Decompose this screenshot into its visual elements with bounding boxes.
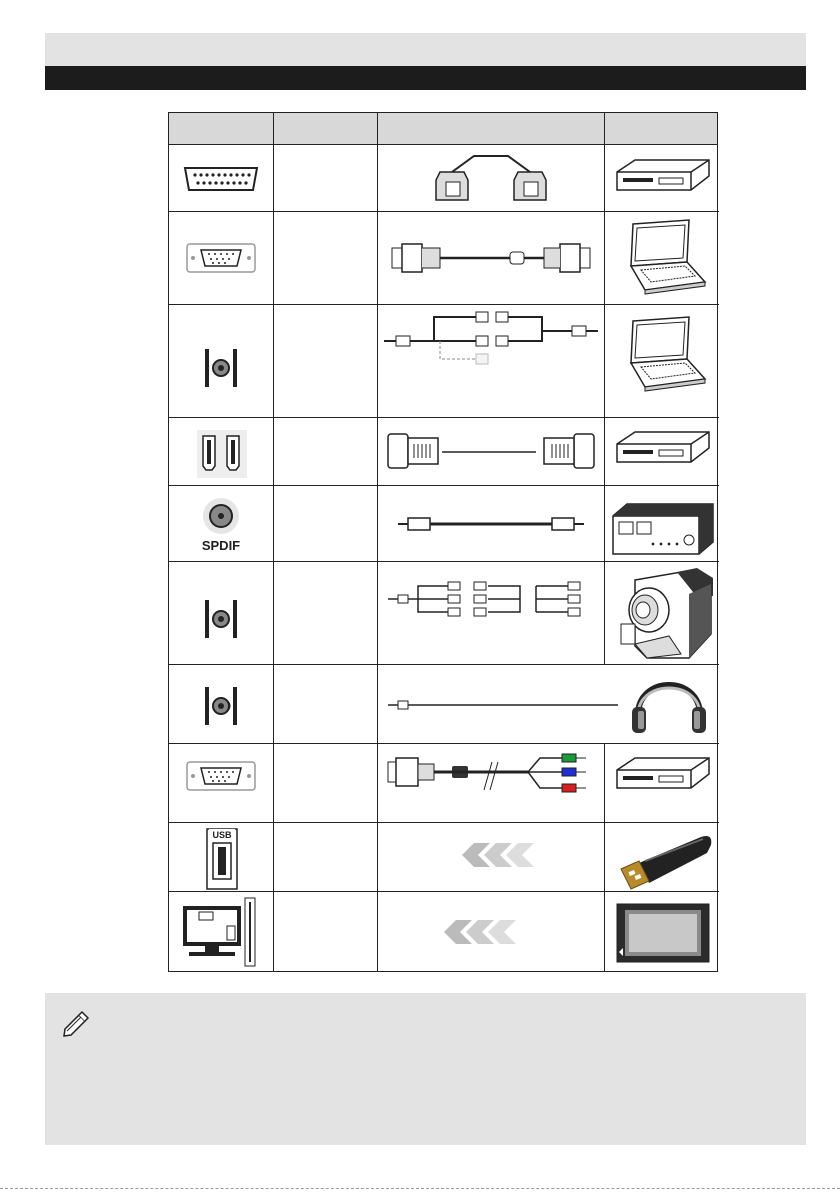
- av-cable-icon: [378, 562, 604, 664]
- table-row: [378, 146, 604, 211]
- usb-label: USB: [212, 830, 232, 840]
- camcorder-icon: [605, 562, 719, 664]
- pencil-note-icon: [61, 1007, 91, 1037]
- usb-stick-icon: [605, 823, 719, 891]
- scart-cable-icon: [378, 146, 604, 211]
- table-row: [605, 892, 719, 971]
- table-row: [169, 418, 273, 485]
- header-divider: [273, 113, 274, 145]
- table-row: [378, 486, 604, 561]
- table-row: [605, 486, 719, 561]
- table-row: [378, 823, 604, 891]
- column-divider: [273, 145, 274, 971]
- table-row: [378, 562, 604, 664]
- headphone-jack-icon: [169, 665, 273, 743]
- ci-slot-icon: [169, 892, 273, 971]
- table-row: [169, 892, 273, 971]
- table-row: [378, 744, 604, 822]
- table-row: [378, 212, 604, 304]
- spdif-label: SPDIF: [201, 538, 241, 553]
- table-row: [378, 892, 604, 971]
- insert-arrows-icon: [378, 892, 604, 971]
- dvd-player-icon: [605, 744, 719, 822]
- table-row: [169, 486, 273, 561]
- amplifier-icon: [605, 486, 719, 561]
- table-row: [169, 212, 273, 304]
- table-row: [605, 212, 719, 304]
- section-title-bar: [45, 66, 806, 90]
- coaxial-cable-icon: [378, 486, 604, 561]
- top-band: [45, 33, 806, 66]
- table-row: [169, 562, 273, 664]
- table-row: [169, 665, 273, 743]
- headphones-icon: [624, 665, 714, 743]
- scart-connector-icon: [169, 146, 273, 211]
- table-row: [378, 665, 718, 743]
- hdmi-connector-icon: [169, 418, 273, 485]
- dvd-player-icon: [605, 146, 719, 211]
- connection-table: [168, 112, 718, 972]
- rca-audio-cable-icon: [378, 305, 604, 417]
- cam-module-icon: [605, 892, 719, 971]
- table-row: [169, 744, 273, 822]
- av-jack-connector-icon: [169, 562, 273, 664]
- vga-connector-icon: [169, 212, 273, 304]
- table-row: [605, 562, 719, 664]
- table-row: [169, 823, 273, 891]
- laptop-icon: [605, 305, 719, 417]
- table-row: [378, 305, 604, 417]
- table-row: [605, 823, 719, 891]
- audio-jack-connector-icon: [169, 305, 273, 417]
- table-row: [605, 744, 719, 822]
- hdmi-cable-icon: [378, 418, 604, 485]
- table-row: [169, 146, 273, 211]
- ypbpr-vga-connector-icon: [169, 744, 273, 822]
- vga-cable-icon: [378, 212, 604, 304]
- dvd-player-icon: [605, 418, 719, 485]
- table-row: [169, 305, 273, 417]
- bottom-rule: [0, 1188, 840, 1189]
- note-panel: [45, 993, 806, 1145]
- table-header-row: [169, 113, 717, 145]
- table-row: [378, 418, 604, 485]
- table-row: [605, 146, 719, 211]
- ypbpr-cable-icon: [378, 744, 604, 822]
- laptop-icon: [605, 212, 719, 304]
- table-row: [605, 305, 719, 417]
- insert-arrows-icon: [378, 823, 604, 891]
- table-row: [605, 418, 719, 485]
